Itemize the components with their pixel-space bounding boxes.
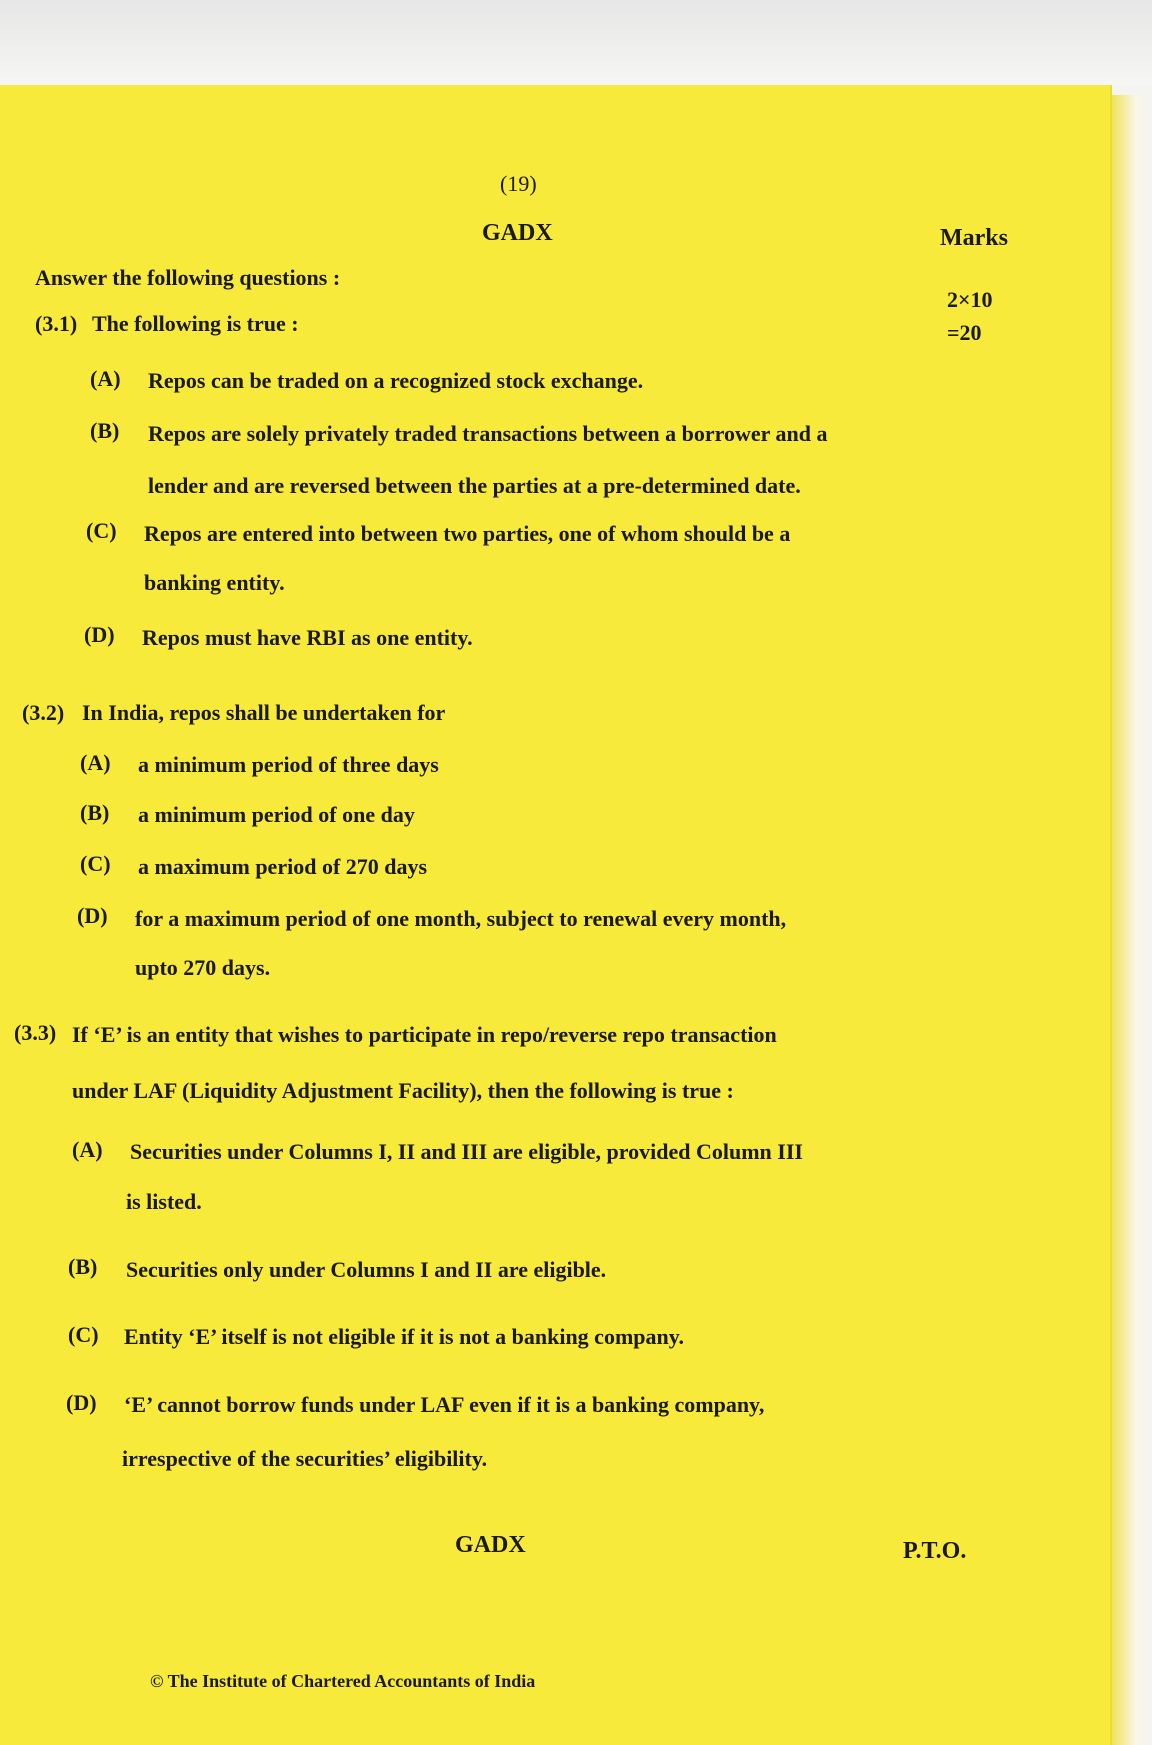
marks-value-line1: 2×10 <box>947 287 993 312</box>
scan-background <box>0 0 1152 85</box>
option-label: (B) <box>90 418 120 443</box>
question-stem: In India, repos shall be undertaken for <box>82 700 446 725</box>
option-label: (D) <box>66 1390 97 1415</box>
option-text-continued: is listed. <box>126 1189 202 1214</box>
option-text: ‘E’ cannot borrow funds under LAF even if it is a banking company, <box>124 1392 765 1417</box>
question-number: (3.2) <box>22 700 65 725</box>
pto-label: P.T.O. <box>903 1538 967 1564</box>
question-stem: If ‘E’ is an entity that wishes to participate in repo/reverse repo transaction <box>72 1022 777 1047</box>
option-text-continued: banking entity. <box>144 570 285 595</box>
option-label: (D) <box>84 622 115 647</box>
page-number: (19) <box>500 171 537 196</box>
option-text: Repos must have RBI as one entity. <box>142 625 473 650</box>
option-label: (A) <box>72 1137 103 1162</box>
option-text-continued: irrespective of the securities’ eligibility. <box>122 1446 488 1471</box>
question-number: (3.1) <box>35 311 78 336</box>
option-text: Repos are solely privately traded transactions between a borrower and a <box>148 421 828 446</box>
option-text: a minimum period of one day <box>138 802 415 827</box>
option-text-continued: lender and are reversed between the parties at a pre-determined date. <box>148 473 801 498</box>
question-number: (3.3) <box>14 1020 57 1045</box>
option-text: a maximum period of 270 days <box>138 854 428 879</box>
option-text: Securities only under Columns I and II are eligible. <box>126 1257 607 1282</box>
marks-value-line2: =20 <box>947 320 982 345</box>
instruction-text: Answer the following questions : <box>35 265 341 290</box>
option-text: Entity ‘E’ itself is not eligible if it is not a banking company. <box>124 1324 685 1349</box>
option-text: Repos can be traded on a recognized stock exchange. <box>148 368 644 393</box>
option-text: a minimum period of three days <box>138 752 439 777</box>
marks-heading: Marks <box>940 225 1008 251</box>
question-stem: The following is true : <box>92 311 299 336</box>
option-label: (C) <box>68 1322 99 1347</box>
option-text: Repos are entered into between two parties, one of whom should be a <box>144 521 791 546</box>
option-label: (B) <box>80 800 110 825</box>
question-stem-continued: under LAF (Liquidity Adjustment Facility), then the following is true : <box>72 1078 734 1103</box>
paper-code-footer: GADX <box>455 1532 526 1558</box>
option-text: for a maximum period of one month, subject to renewal every month, <box>135 906 787 931</box>
paper-code-header: GADX <box>482 220 553 246</box>
option-text-continued: upto 270 days. <box>135 955 271 980</box>
option-label: (D) <box>77 903 108 928</box>
sheet-edge <box>1112 95 1152 1745</box>
copyright-notice: © The Institute of Chartered Accountants of India <box>150 1671 536 1691</box>
option-label: (B) <box>68 1254 98 1279</box>
option-label: (A) <box>90 366 121 391</box>
option-label: (A) <box>80 750 111 775</box>
option-text: Securities under Columns I, II and III are eligible, provided Column III <box>130 1139 803 1164</box>
option-label: (C) <box>80 851 111 876</box>
option-label: (C) <box>86 518 117 543</box>
